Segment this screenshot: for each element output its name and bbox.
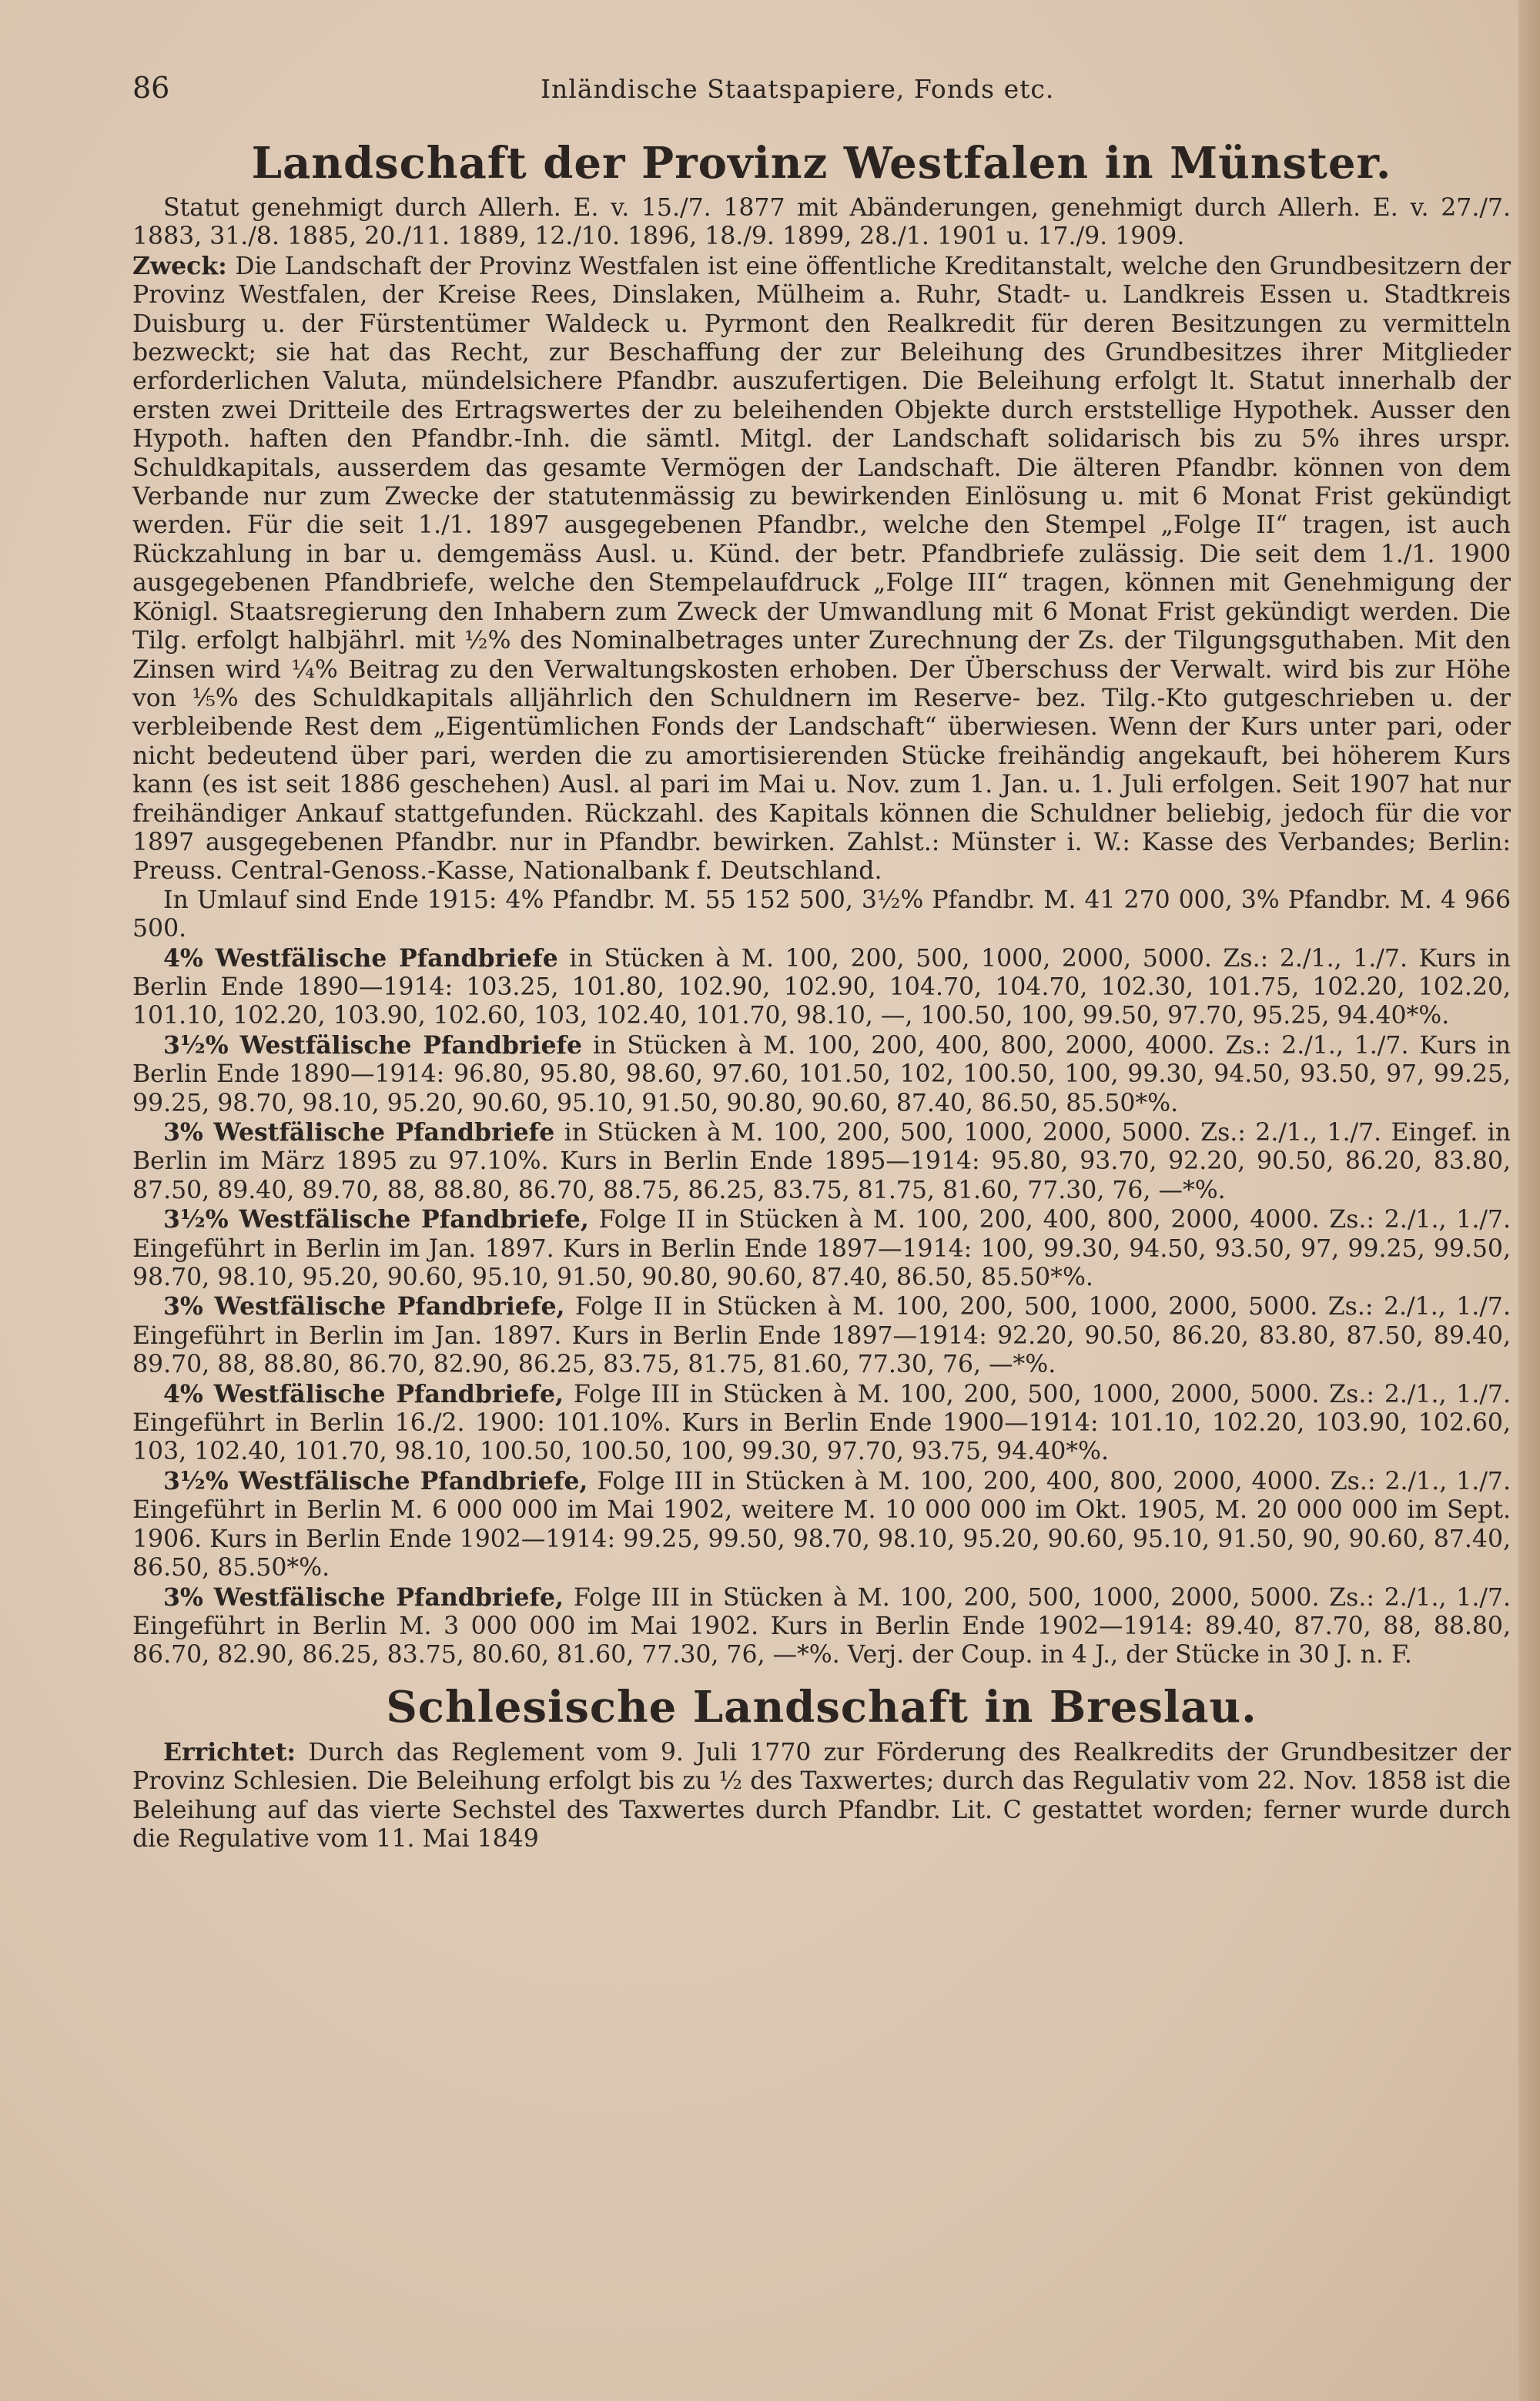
running-title: Inländische Staatspapiere, Fonds etc. (541, 74, 1055, 104)
zweck-paragraph (132, 252, 1511, 886)
bond-entry-text: Folge II in Stücken à M. 100, 200, 400, 800, 2000, 4000. Zs.: 2./1., 1./7. Eingeführt in Berlin im Jan. 1897. Kurs in Berlin Ende 1897—1914: 100, 99.30, 94.50, 93.50, 97, 99.25, 99.50, 98.70, 98.10, 95.20, 90.60, 95.10, 91.50, 90.80, 90.60, 87.40, 86.50, 85.50*%. (132, 1206, 1511, 1292)
page-header (132, 71, 1511, 109)
bond-entry-head: 3½% Westfälische Pfandbriefe (163, 1030, 583, 1060)
bond-entry-text: Folge III in Stücken à M. 100, 200, 500, 1000, 2000, 5000. Zs.: 2./1., 1./7. Eingeführt in Berlin 16./2. 1900: 101.10%. Kurs in Berlin Ende 1900—1914: 101.10, 102.20, 103.90, 102.60, 103, 102.40, 101.70, 98.10, 100.50, 100.50, 100, 99.30, 97.70, 93.75, 94.40*%. (132, 1380, 1512, 1466)
page-number: 86 (132, 71, 170, 105)
bond-entry-head: 4% Westfälische Pfandbriefe (163, 943, 558, 973)
errichtet-paragraph (132, 1738, 1511, 1854)
section-title-schlesien: Schlesische Landschaft in Breslau. (386, 1681, 1257, 1733)
bond-entry-head: 3% Westfälische Pfandbriefe (163, 1118, 555, 1147)
bond-entry-head: 3% Westfälische Pfandbriefe, (163, 1292, 565, 1321)
bond-entry-head: 3½% Westfälische Pfandbriefe, (163, 1205, 589, 1234)
bond-entry (132, 944, 1511, 1031)
bond-entry (132, 1467, 1511, 1583)
bond-entry (132, 1583, 1511, 1670)
bond-entry (132, 1205, 1511, 1292)
bond-entry (132, 1380, 1511, 1467)
bond-entry-text: Folge II in Stücken à M. 100, 200, 500, 1000, 2000, 5000. Zs.: 2./1., 1./7. Eingeführt in Berlin im Jan. 1897. Kurs in Berlin Ende 1897—1914: 92.20, 90.50, 86.20, 83.80, 87.50, 89.40, 89.70, 88, 88.80, 86.70, 82.90, 86.25, 83.75, 81.75, 81.60, 77.30, 76, —*%. (132, 1293, 1511, 1379)
bond-entry-text: in Stücken à M. 100, 200, 500, 1000, 2000, 5000. Zs.: 2./1., 1./7. Eingef. in Berlin im März 1895 zu 97.10%. Kurs in Berlin Ende 1895—1914: 95.80, 93.70, 92.20, 90.50, 86.20, 83.80, 87.50, 89.40, 89.70, 88, 88.80, 86.70, 88.75, 86.25, 83.75, 81.75, 81.60, 77.30, 76, —*%. (132, 1119, 1512, 1204)
statut-paragraph: Statut genehmigt durch Allerh. E. v. 15./7. 1877 mit Abänderungen, genehmigt durch Allerh. E. v. 27./7. 1883, 31./8. 1885, 20./11. 1889, 12./10. 1896, 18./9. 1899, 28./1. 1901 u. 17./9. 1909. (132, 194, 1511, 251)
errichtet-label: Errichtet: (163, 1737, 296, 1766)
bond-entry-head: 4% Westfälische Pfandbriefe, (163, 1379, 564, 1408)
bond-entry-text: Folge III in Stücken à M. 100, 200, 400, 800, 2000, 4000. Zs.: 2./1., 1./7. Eingeführt in Berlin M. 6 000 000 im Mai 1902, weitere M. 10 000 000 im Okt. 1905, M. 20 000 000 im Sept. 1906. Kurs in Berlin Ende 1902—1914: 99.25, 99.50, 98.70, 98.10, 95.20, 90.60, 95.10, 91.50, 90, 90.60, 87.40, 86.50, 85.50*%. (132, 1467, 1511, 1582)
errichtet-text: Durch das Reglement vom 9. Juli 1770 zur Förderung des Realkredits der Grundbesitzer der Provinz Schlesien. Die Beleihung erfolgt bis zu ½ des Taxwertes; durch das Regulativ vom 22. Nov. 1858 ist die Beleihung auf das vierte Sechstel des Taxwertes durch Pfandbr. Lit. C gestattet worden; ferner wurde durch die Regulative vom 11. Mai 1849 (132, 1738, 1511, 1853)
page-content (132, 132, 1511, 1853)
zweck-label: Zweck: (132, 251, 227, 280)
bond-entry-head: 3½% Westfälische Pfandbriefe, (163, 1466, 588, 1495)
page-edge (1518, 0, 1540, 2401)
section-title-westfalen: Landschaft der Provinz Westfalen in Münster. (251, 138, 1392, 189)
zweck-text: Die Landschaft der Provinz Westfalen ist eine öffentliche Kreditanstalt, welche den Grundbesitzern der Provinz Westfalen, der Kreise Rees, Dinslaken, Mülheim a. Ruhr, Stadt- u. Landkreis Essen u. Stadtkreis Duisburg u. der Fürstentümer Waldeck u. Pyrmont den Realkredit für deren Besitzungen zu vermitteln bezweckt; sie hat das Recht, zur Beschaffung der zur Beleihung des Grundbesitzes ihrer Mitglieder erforderlichen Valuta, mündelsichere Pfandbr. auszufertigen. Die Beleihung erfolgt lt. Statut innerhalb der ersten zwei Dritteile des Ertragswertes der zu beleihenden Objekte durch erststellige Hypothek. Ausser den Hypoth. haften den Pfandbr.-Inh. die sämtl. Mitgl. der Landschaft solidarisch bis zu 5% ihres urspr. Schuldkapitals, ausserdem das gesamte Vermögen der Landschaft. Die älteren Pfandbr. können von dem Verbande nur zum Zwecke der statutenmässig zu bewirkenden Einlösung u. mit 6 Monat Frist gekündigt werden. Für die seit 1./1. 1897 ausgegebenen Pfandbr., welche den Stempel „Folge II“ tragen, ist auch Rückzahlung in bar u. demgemäss Ausl. u. Künd. der betr. Pfandbriefe zulässig. Die seit dem 1./1. 1900 ausgegebenen Pfandbriefe, welche den Stempelaufdruck „Folge III“ tragen, können mit Genehmigung der Königl. Staatsregierung den Inhabern zum Zweck der Umwandlung mit 6 Monat Frist gekündigt werden. Die Tilg. erfolgt halbjährl. mit ½% des Nominalbetrages unter Zurechnung der Zs. der Tilgungsguthaben. Mit den Zinsen wird ¼% Beitrag zu den Verwaltungskosten erhoben. Der Überschuss der Verwalt. wird bis zur Höhe von ⅕% des Schuldkapitals alljährlich den Schuldnern im Reserve- bez. Tilg.-Kto gutgeschrieben u. der verbleibende Rest dem „Eigentümlichen Fonds der Landschaft“ überwiesen. Wenn der Kurs unter pari, oder nicht bedeutend über pari, werden die zu amortisierenden Stücke freihändig angekauft, bei höherem Kurs kann (es ist seit 1886 geschehen) Ausl. al pari im Mai u. Nov. zum 1. Jan. u. 1. Juli erfolgen. Seit 1907 hat nur freihändiger Ankauf stattgefunden. Rückzahl. des Kapitals können die Schuldner beliebig, jedoch für die vor 1897 ausgegebenen Pfandbr. nur in Pfandbr. bewirken. Zahlst.: Münster i. W.: Kasse des Verbandes; Berlin: Preuss. Central-Genoss.-Kasse, Nationalbank f. Deutschland. (132, 252, 1512, 886)
bond-entry (132, 1292, 1511, 1379)
bond-entry-text: in Stücken à M. 100, 200, 500, 1000, 2000, 5000. Zs.: 2./1., 1./7. Kurs in Berlin Ende 1890—1914: 103.25, 101.80, 102.90, 102.90, 104.70, 104.70, 102.30, 101.75, 102.20, 102.20, 101.10, 102.20, 103.90, 102.60, 103, 102.40, 101.70, 98.10, —, 100.50, 100, 99.50, 97.70, 95.25, 94.40*%. (132, 944, 1512, 1030)
bond-entry (132, 1118, 1511, 1205)
bond-entry-text: in Stücken à M. 100, 200, 400, 800, 2000, 4000. Zs.: 2./1., 1./7. Kurs in Berlin Ende 1890—1914: 96.80, 95.80, 98.60, 97.60, 101.50, 102, 100.50, 100, 99.30, 94.50, 93.50, 97, 99.25, 99.25, 98.70, 98.10, 95.20, 90.60, 95.10, 91.50, 90.80, 90.60, 87.40, 86.50, 85.50*%. (132, 1031, 1511, 1117)
bond-entry (132, 1031, 1511, 1118)
bond-entry-head: 3% Westfälische Pfandbriefe, (163, 1582, 564, 1612)
umlauf-paragraph: In Umlauf sind Ende 1915: 4% Pfandbr. M. 55 152 500, 3½% Pfandbr. M. 41 270 000, 3% Pfandbr. M. 4 966 500. (132, 886, 1511, 943)
bond-entry-text: Folge III in Stücken à M. 100, 200, 500, 1000, 2000, 5000. Zs.: 2./1., 1./7. Eingeführt in Berlin M. 3 000 000 im Mai 1902. Kurs in Berlin Ende 1902—1914: 89.40, 87.70, 88, 88.80, 86.70, 82.90, 86.25, 83.75, 80.60, 81.60, 77.30, 76, —*%. Verj. der Coup. in 4 J., der Stücke in 30 J. n. F. (132, 1583, 1512, 1669)
